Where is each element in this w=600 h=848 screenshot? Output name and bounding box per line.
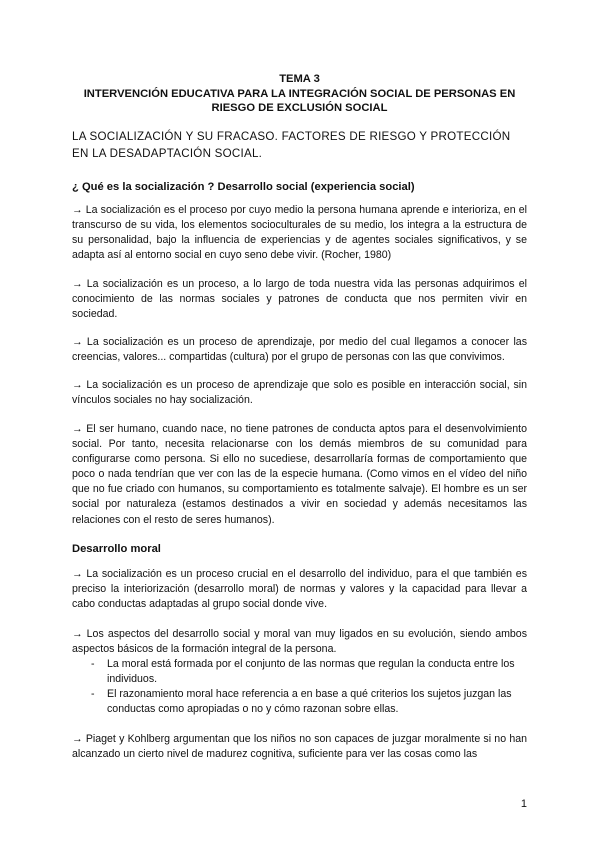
paragraph [72,335,527,365]
paragraph-text: → El ser humano, cuando nace, no tiene patrones de conducta aptos para el desenvolvimiento social. Por tanto, necesita relacionarse con los demás miembros de su comunidad para configurarse como persona. Si ello no sucediese, desarrollaría formas de comportamiento que poco o nada tendrían que ver con las de la especie humana. (Como vimos en el vídeo del niño que no fue criado con humanos, su comportamiento es totalmente salvaje). El hombre es un ser social por naturaleza (estamos destinados a vivir en sociedad y además necesitamos las relaciones con el resto de seres humanos). [72,423,527,526]
bullet-list [72,657,527,717]
document-title-line-1: INTERVENCIÓN EDUCATIVA PARA LA INTEGRACIÓN SOCIAL DE PERSONAS EN [83,87,516,100]
document-title-block [72,72,527,116]
paragraph-text: → La socialización es un proceso crucial en el desarrollo del individuo, para el que también es preciso la interiorización (desarrollo moral) de normas y valores y la capacidad para llevar a cabo conductas adaptadas al grupo social donde vive. [72,568,527,611]
paragraph [72,378,527,408]
paragraph-text: → La socialización es un proceso de aprendizaje que solo es posible en interacción social, sin vínculos sociales no hay socialización. [72,379,527,407]
section-heading-socializacion: ¿ Qué es la socialización ? Desarrollo social (experiencia social) [72,181,415,193]
paragraph [72,203,527,263]
document-subtitle: LA SOCIALIZACIÓN Y SU FRACASO. FACTORES DE RIESGO Y PROTECCIÓN EN LA DESADAPTACIÓN SOCIAL. [72,130,511,160]
paragraph-text: → La socialización es un proceso de aprendizaje, por medio del cual llegamos a conocer las creencias, valores... compartidas (cultura) por el grupo de personas con las que convivimos. [72,336,527,364]
list-item [72,657,527,687]
document-title-line-2: RIESGO DE EXCLUSIÓN SOCIAL [211,102,388,114]
paragraph [72,422,527,528]
paragraph [72,732,527,762]
paragraph-text: → Piaget y Kohlberg argumentan que los niños no son capaces de juzgar moralmente si no han alcanzado un cierto nivel de madurez cognitiva, suficiente para ver las cosas como las [72,733,527,761]
topic-label: TEMA 3 [279,73,320,85]
section-heading-desarrollo-moral: Desarrollo moral [72,543,161,555]
paragraph [72,567,527,612]
bullet-dash: - [91,688,95,701]
page-number: 1 [520,798,527,810]
paragraph-text: → La socialización es un proceso, a lo largo de toda nuestra vida las personas adquirimos el conocimiento de las normas sociales y patrones de conducta que nos permiten vivir en sociedad. [72,278,527,321]
list-item [72,687,527,717]
paragraph-text: → La socialización es el proceso por cuyo medio la persona humana aprende e interioriza, en el transcurso de su vida, los elementos socioculturales de su medio, los integra a la estructura de su personalidad, bajo la influencia de experiencias y de agentes sociales significativos, y se adapta así al entorno social en cuyo seno debe vivir. (Rocher, 1980) [72,204,527,262]
paragraph-text: → Los aspectos del desarrollo social y moral van muy ligados en su evolución, siendo ambos aspectos básicos de la formación integral de la persona. [72,628,527,656]
paragraph [72,627,527,657]
list-item-text: La moral está formada por el conjunto de las normas que regulan la conducta entre los individuos. [107,658,515,686]
list-item-text: El razonamiento moral hace referencia a en base a qué criterios los sujetos juzgan las conductas como apropiadas o no y cómo razonan sobre ellas. [107,688,512,716]
paragraph [72,277,527,322]
bullet-dash: - [91,658,95,670]
document-page [72,0,527,848]
